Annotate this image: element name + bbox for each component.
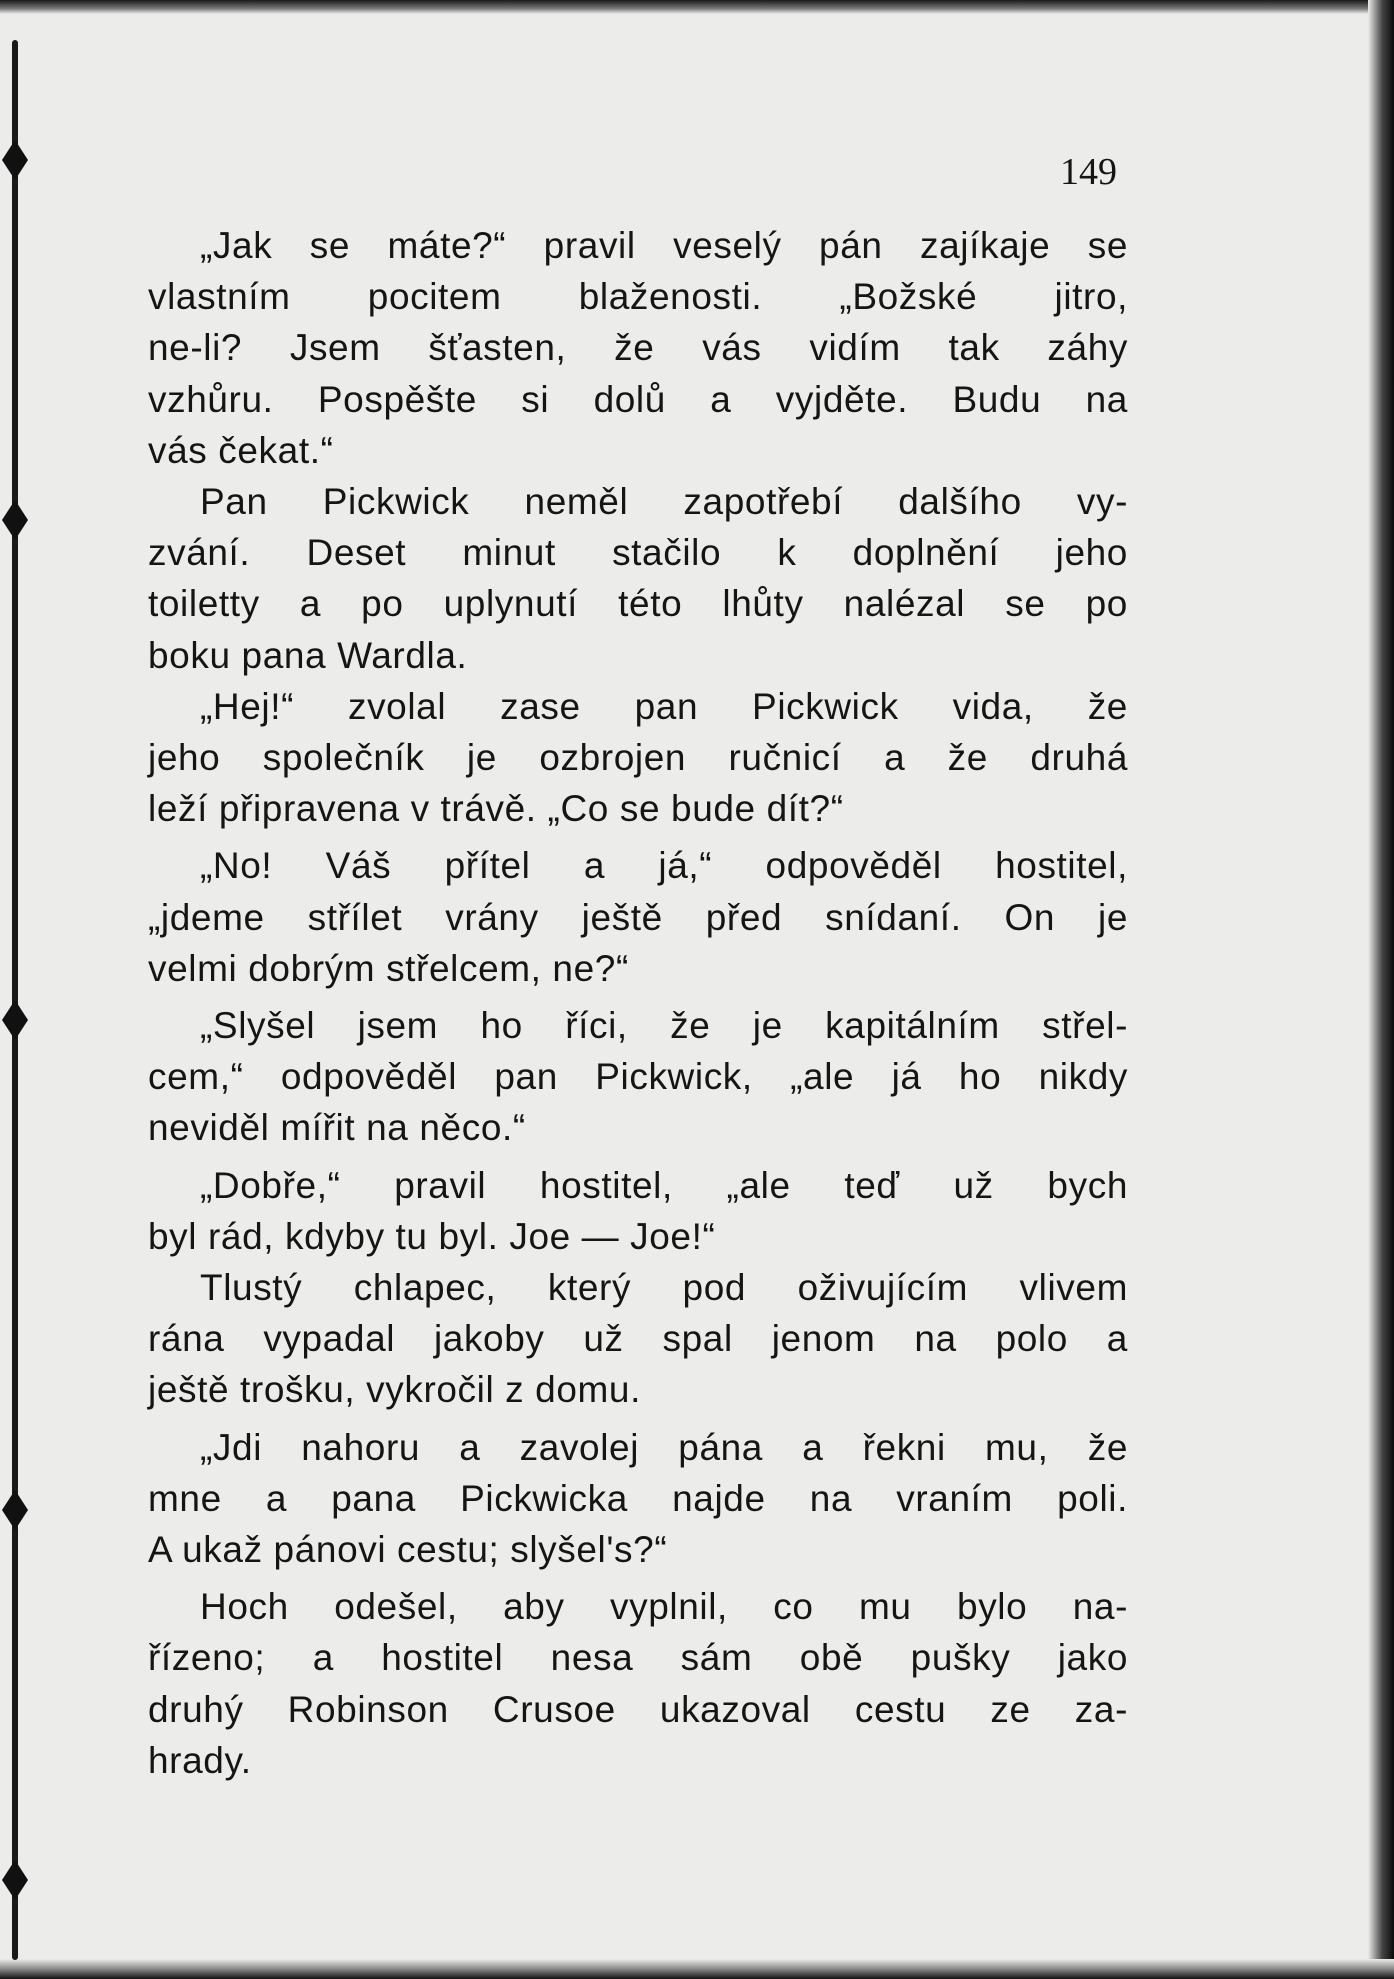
body-text bbox=[148, 220, 1128, 1786]
text-line: druhý Robinson Crusoe ukazoval cestu ze za- bbox=[148, 1688, 1128, 1730]
paragraph bbox=[148, 840, 1128, 994]
text-line: hrady. bbox=[148, 1739, 252, 1781]
text-line: cem,“ odpověděl pan Pickwick, „ale já ho nikdy bbox=[148, 1056, 1128, 1098]
text-line: boku pana Wardla. bbox=[148, 634, 468, 676]
text-line: „Dobře,“ pravil hostitel, „ale teď už bych bbox=[200, 1164, 1128, 1206]
text-line: velmi dobrým střelcem, ne?“ bbox=[148, 947, 629, 989]
text-line: „jdeme střílet vrány ještě před snídaní. On je bbox=[148, 896, 1128, 938]
paragraph bbox=[148, 1422, 1128, 1576]
paragraph bbox=[148, 1581, 1128, 1786]
text-line: ještě trošku, vykročil z domu. bbox=[148, 1369, 641, 1411]
text-line: leží připravena v trávě. „Co se bude dít?“ bbox=[148, 788, 844, 830]
scan-edge-right bbox=[1368, 0, 1394, 1979]
text-line: Pan Pickwick neměl zapotřebí dalšího vy- bbox=[200, 481, 1128, 523]
text-line: vás čekat.“ bbox=[148, 429, 334, 471]
binding-mark bbox=[2, 140, 28, 180]
paragraph bbox=[148, 476, 1128, 681]
binding-mark bbox=[2, 500, 28, 540]
text-line: toiletty a po uplynutí této lhůty nalézal se po bbox=[148, 583, 1128, 625]
text-line: „No! Váš přítel a já,“ odpověděl hostitel, bbox=[200, 845, 1128, 887]
text-line: A ukaž pánovi cestu; slyšel's?“ bbox=[148, 1529, 668, 1571]
binding-mark bbox=[2, 1490, 28, 1530]
text-line: ne-li? Jsem šťasten, že vás vidím tak záhy bbox=[148, 327, 1128, 369]
text-line: rána vypadal jakoby už spal jenom na polo a bbox=[148, 1318, 1128, 1360]
scan-edge-top bbox=[0, 0, 1394, 14]
paragraph bbox=[148, 1160, 1128, 1262]
text-line: „Jdi nahoru a zavolej pána a řekni mu, že bbox=[200, 1426, 1128, 1468]
text-line: Tlustý chlapec, který pod oživujícím vlivem bbox=[200, 1267, 1128, 1309]
text-line: zvání. Deset minut stačilo k doplnění jeho bbox=[148, 532, 1128, 574]
text-line: řízeno; a hostitel nesa sám obě pušky jako bbox=[148, 1637, 1128, 1679]
text-line: mne a pana Pickwicka najde na vraním poli. bbox=[148, 1477, 1128, 1519]
page-number: 149 bbox=[1060, 151, 1117, 193]
text-line: vzhůru. Pospěšte si dolů a vyjděte. Budu na bbox=[148, 378, 1128, 420]
text-line: Hoch odešel, aby vyplnil, co mu bylo na- bbox=[200, 1586, 1128, 1628]
scan-edge-bottom bbox=[0, 1959, 1394, 1979]
binding-mark bbox=[2, 1000, 28, 1040]
binding-mark bbox=[2, 1860, 28, 1900]
text-line: neviděl mířit na něco.“ bbox=[148, 1107, 526, 1149]
paragraph bbox=[148, 1262, 1128, 1416]
paragraph bbox=[148, 681, 1128, 835]
paragraph bbox=[148, 220, 1128, 476]
paragraph bbox=[148, 1000, 1128, 1154]
text-line: byl rád, kdyby tu byl. Joe — Joe!“ bbox=[148, 1215, 716, 1257]
text-line: „Jak se máte?“ pravil veselý pán zajíkaje se bbox=[200, 225, 1128, 266]
text-line: vlastním pocitem blaženosti. „Božské jitro, bbox=[148, 276, 1128, 318]
text-line: „Slyšel jsem ho říci, že je kapitálním střel- bbox=[200, 1005, 1128, 1047]
text-line: jeho společník je ozbrojen ručnicí a že druhá bbox=[148, 737, 1128, 779]
text-line: „Hej!“ zvolal zase pan Pickwick vida, že bbox=[200, 685, 1128, 727]
